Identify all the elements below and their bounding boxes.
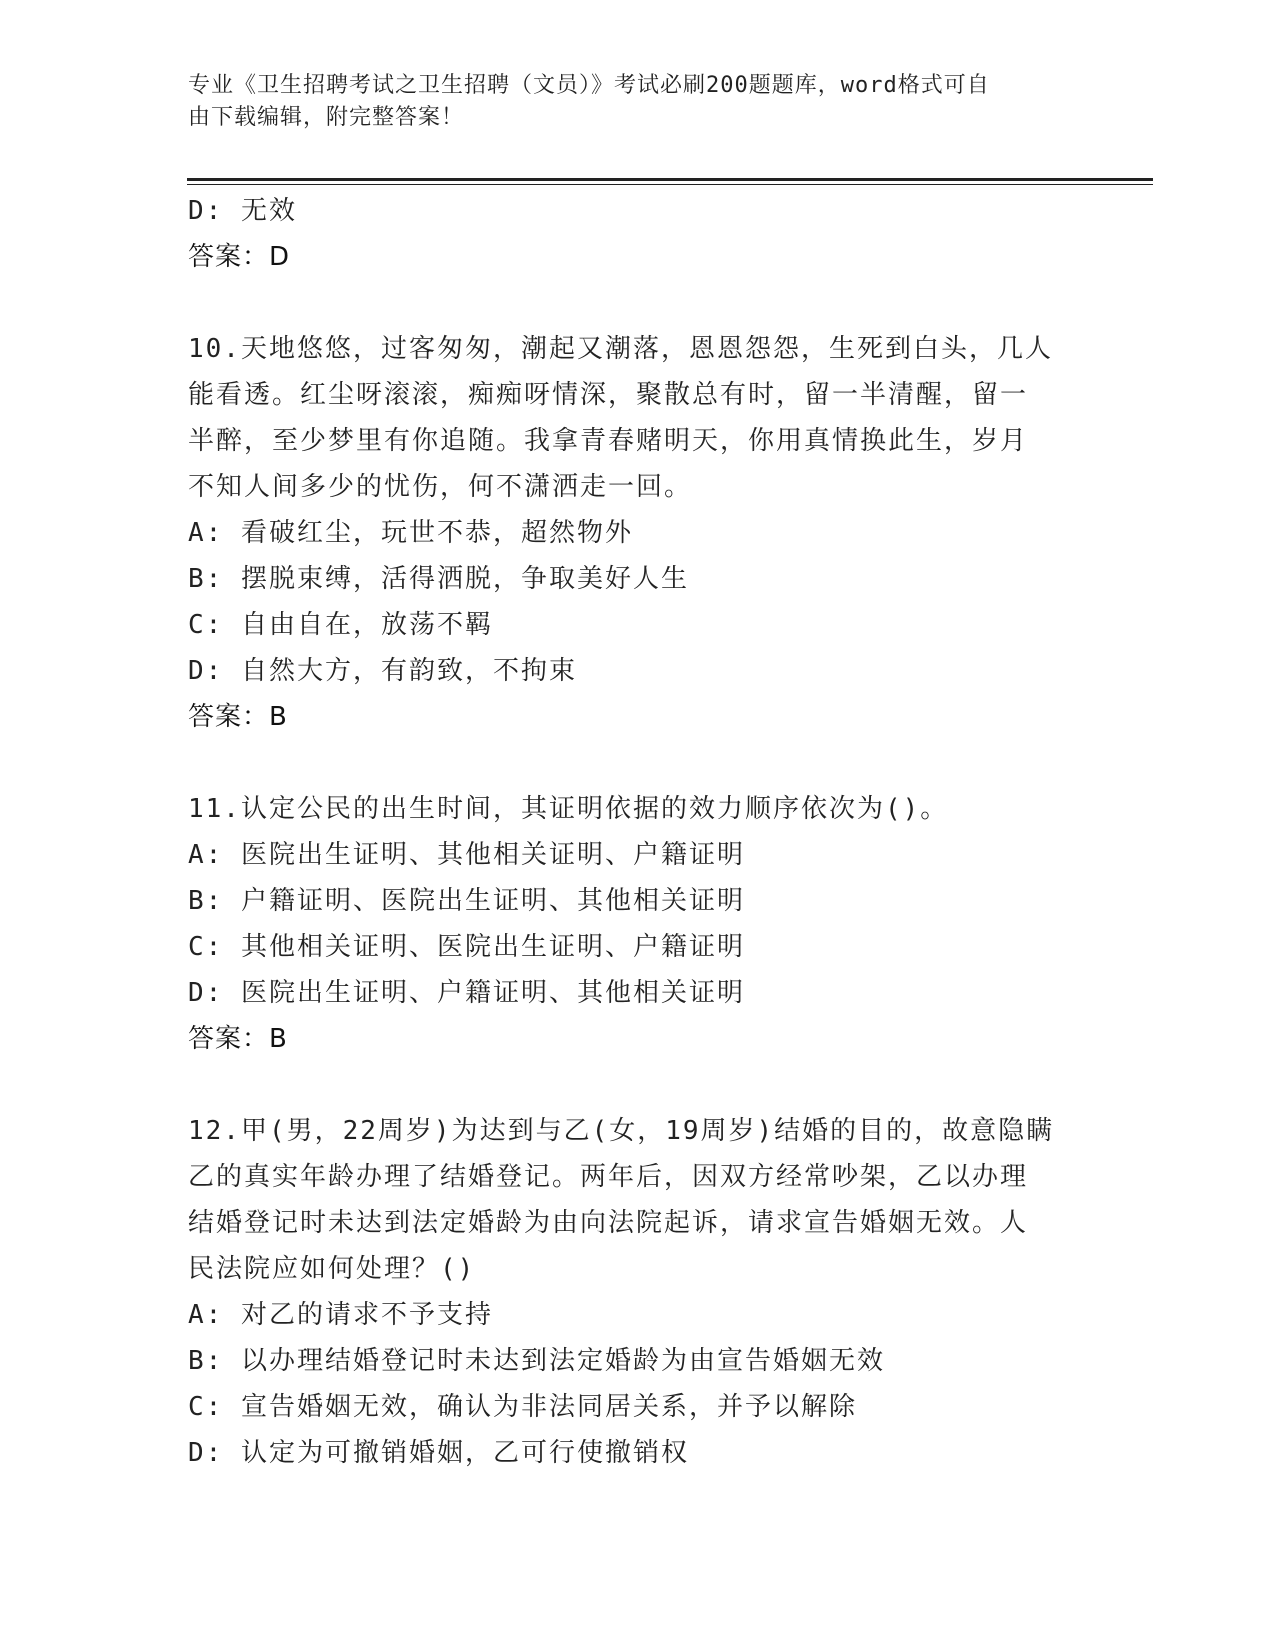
question-text: 半醉，至少梦里有你追随。我拿青春赌明天，你用真情换此生，岁月 [188,426,1029,456]
option-a: A: 看破红尘，玩世不恭，超然物外 [188,518,633,548]
question-10 [188,326,1088,740]
question-11 [188,786,1088,1062]
answer: 答案：B [188,702,288,732]
header-rule-thin [187,184,1153,185]
question-text: 11.认定公民的出生时间，其证明依据的效力顺序依次为()。 [188,794,949,824]
spacer [188,1062,1088,1108]
option-c: C: 自由自在，放荡不羁 [188,610,493,640]
answer: 答案：B [188,1024,288,1054]
question-text: 乙的真实年龄办理了结婚登记。两年后，因双方经常吵架，乙以办理 [188,1162,1029,1192]
option-d: D: 认定为可撤销婚姻，乙可行使撤销权 [188,1438,689,1468]
question-text: 不知人间多少的忧伤，何不潇洒走一回。 [188,472,693,502]
option-b: B: 摆脱束缚，活得洒脱，争取美好人生 [188,564,689,594]
header-rule [187,178,1153,181]
option-c: C: 宣告婚姻无效，确认为非法同居关系，并予以解除 [188,1392,857,1422]
option-a: A: 医院出生证明、其他相关证明、户籍证明 [188,840,745,870]
page-header [188,70,1068,134]
question-text: 10.天地悠悠，过客匆匆，潮起又潮落，恩恩怨怨，生死到白头，几人 [188,334,1053,364]
header-line: 由下载编辑，附完整答案！ [188,105,465,130]
option-b: B: 户籍证明、医院出生证明、其他相关证明 [188,886,745,916]
question-text: 12.甲(男，22周岁)为达到与乙(女，19周岁)结婚的目的，故意隐瞒 [188,1116,1055,1146]
spacer [188,280,1088,326]
option-d: D: 自然大方，有韵致，不拘束 [188,656,577,686]
document-body [188,188,1088,1476]
option-d: D: 无效 [188,196,297,226]
option-b: B: 以办理结婚登记时未达到法定婚龄为由宣告婚姻无效 [188,1346,885,1376]
question-text: 结婚登记时未达到法定婚龄为由向法院起诉，请求宣告婚姻无效。人 [188,1208,1029,1238]
option-c: C: 其他相关证明、医院出生证明、户籍证明 [188,932,745,962]
question-text: 能看透。红尘呀滚滚，痴痴呀情深，聚散总有时，留一半清醒，留一 [188,380,1029,410]
answer: 答案：D [188,242,291,272]
option-d: D: 医院出生证明、户籍证明、其他相关证明 [188,978,745,1008]
header-line: 专业《卫生招聘考试之卫生招聘（文员）》考试必刷200题题库，word格式可自 [188,73,990,98]
option-a: A: 对乙的请求不予支持 [188,1300,493,1330]
question-12 [188,1108,1088,1476]
question-text: 民法院应如何处理？() [188,1254,476,1284]
spacer [188,740,1088,786]
